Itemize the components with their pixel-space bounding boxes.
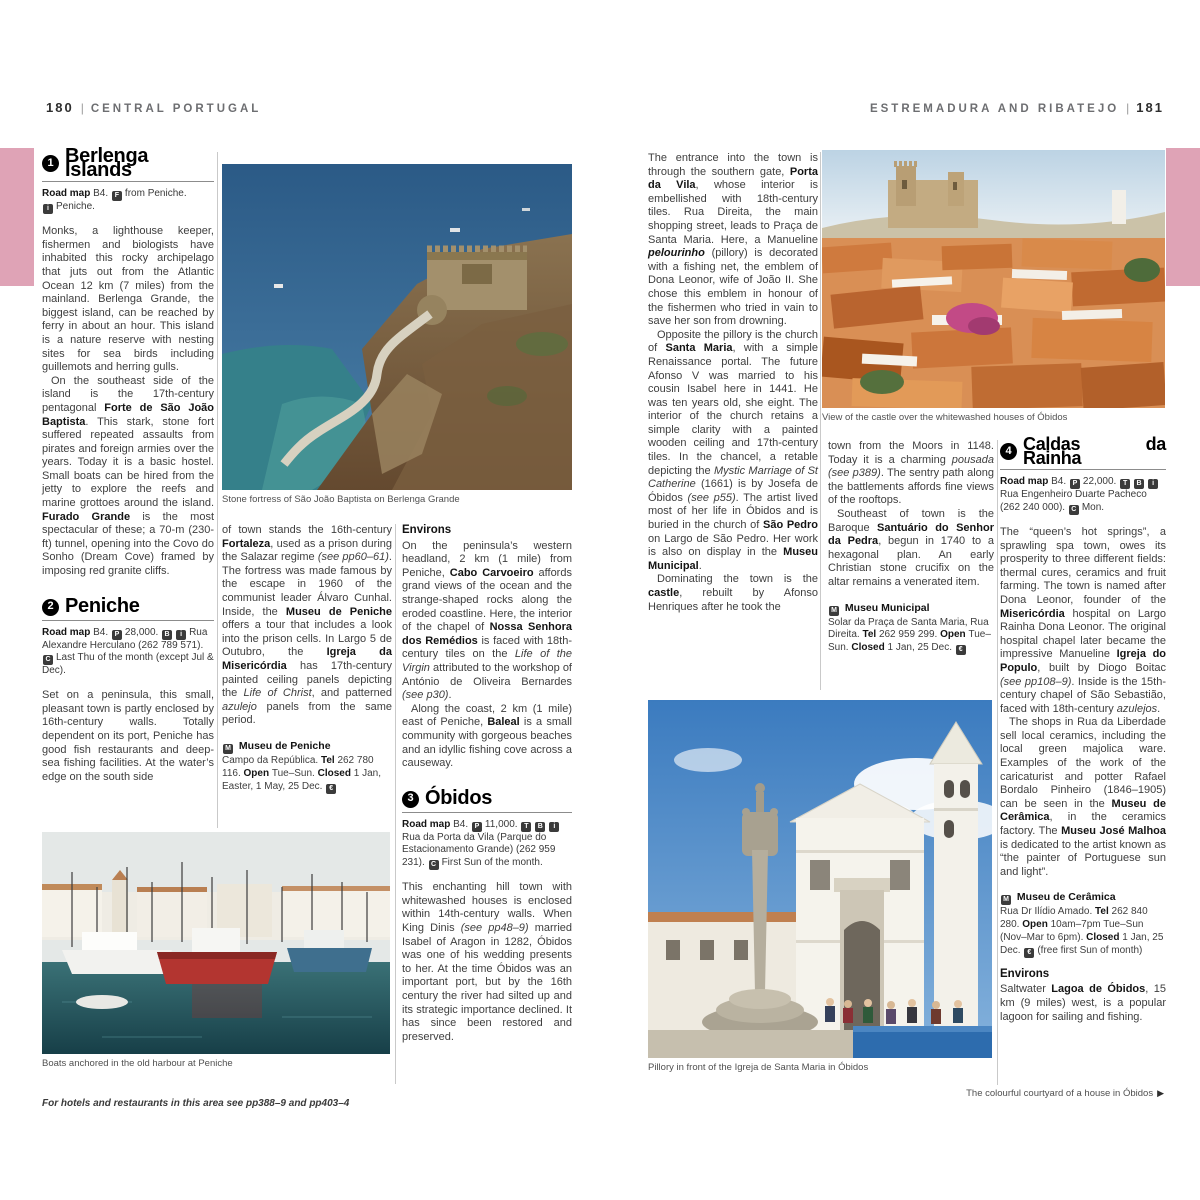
market-icon: C <box>429 860 439 870</box>
population-icon: P <box>472 822 482 832</box>
paragraph: Southeast of town is the Baroque Santuário do Senhor da Pedra, begun in 1740 to a hexagonal plan. An early Christian stone crucifix on the altar remains a venerated item. <box>828 507 995 588</box>
population-icon: P <box>1070 479 1080 489</box>
photo-caption: Pillory in front of the Igreja de Santa Maria in Óbidos <box>648 1062 869 1073</box>
bus-icon: B <box>535 822 545 832</box>
paragraph: of town stands the 16th-century Fortaleza, used as a prison during the Salazar regime (see pp60–61). The fortress was made famous by the escape in 1960 of the communist leader Álvaro Cunhal. Inside, the Museu de Peniche offers a tour that includes a look into the prison cells. In Largo 5 de Outubro, the Igreja da Misericórdia has 17th-century painted ceiling panels depicting the Life of Christ, and patterned azulejo panels from the same period. <box>222 524 392 727</box>
paragraph: Saltwater Lagoa de Óbidos, 15 km (9 miles) west, is a popular lagoon for sailing and fishing. <box>1000 983 1166 1023</box>
info-icon: i <box>1148 479 1158 489</box>
paragraph: The shops in Rua da Liberdade sell local ceramics, including the local green majolica ware. Examples of the work of the caricaturist and potter Rafael Bordalo Pinheiro (1846–1905) can be seen in the Museu de Cerâmica, in the ceramics factory. The Museu José Malhoa is dedicated to the artist known as “the painter of Portuguese sun and light”. <box>1000 716 1167 878</box>
heading-rule <box>42 181 214 182</box>
body-text <box>42 225 214 578</box>
body-text <box>648 152 818 614</box>
article-obidos <box>402 787 572 1045</box>
fortress-photo-art <box>222 164 572 490</box>
museum-name-line <box>1000 891 1166 905</box>
visitor-info: Road map B4. P 11,000. T B iRua da Porta da Vila (Parque do Estacionamento Grande) (262 959 231). C First Sun of the month. <box>402 819 572 871</box>
column-4 <box>648 152 818 614</box>
visitor-info: Road map B4. P 28,000. B i Rua Alexandre Herculano (262 789 571). C Last Thu of the month (except Jul & Dec). <box>42 626 214 677</box>
heading-rule <box>402 812 572 813</box>
body-text <box>1000 526 1166 879</box>
info-icon: i <box>549 822 559 832</box>
column-2 <box>222 524 392 794</box>
next-page-caption-text: The colourful courtyard of a house in Óbidos <box>966 1088 1154 1099</box>
column-5 <box>828 440 994 655</box>
visitor-info: Road map B4. P 22,000. T B iRua Engenheiro Duarte Pacheco (262 240 000). C Mon. <box>1000 476 1166 515</box>
paragraph: On the peninsula’s western headland, 2 km (1 mile) from Peniche, Cabo Carvoeiro affords grand views of the ocean and the strange-shaped rocks along the eroded coastline. Here, the interior of the chapel of Nossa Senhora dos Remédios is faced with 18th-century tiles on the Life of the Virgin attributed to the workshop of António de Oliveira Bernardes (see p30). <box>402 539 573 702</box>
train-icon: T <box>1120 479 1130 489</box>
visitor-info: Road map B4. F from Peniche. i Peniche. <box>42 188 187 213</box>
museum-name: Museu Municipal <box>844 601 930 614</box>
section-number-badge: 4 <box>1000 443 1017 460</box>
section-title: Peniche <box>65 595 140 618</box>
museum-name-line <box>222 740 392 754</box>
section-heading <box>402 787 572 810</box>
paragraph: Dominating the town is the castle, rebuilt by Afonso Henriques after he took the <box>648 573 818 613</box>
museum-icon: M <box>223 744 233 754</box>
article-caldas <box>1000 434 1167 1024</box>
column-1 <box>42 145 215 784</box>
info-icon: i <box>176 630 186 640</box>
paragraph: Along the coast, 2 km (1 mile) east of Peniche, Baleal is a small community with gorgeous beaches and an idyllic fishing cove across a causeway. <box>402 702 572 770</box>
body-text <box>402 540 572 771</box>
pillory-photo <box>648 700 992 1058</box>
fee-icon: € <box>1024 948 1034 958</box>
bus-icon: B <box>162 630 172 640</box>
museum-icon: M <box>1001 895 1011 905</box>
environs-heading: Environs <box>402 524 452 536</box>
train-icon: T <box>521 822 531 832</box>
page-number-right: 181 <box>1136 100 1164 115</box>
chapter-tab-left <box>0 148 34 286</box>
museum-name: Museu de Cerâmica <box>1016 891 1116 904</box>
harbour-photo <box>42 832 390 1054</box>
ferry-icon: F <box>112 191 122 201</box>
column-rule <box>997 440 998 1085</box>
body-text <box>42 689 214 784</box>
paragraph: Opposite the pillory is the church of Santa Maria, with a simple Renaissance portal. The future Afonso V was married to his cousin Isabel here in 1441. He was ten years old, she eight. The interior of the church retains a simple clarity with a painted wooden ceiling and 17th-century tiles. In the chancel, a retable depicting the Mystic Marriage of St Catherine (1661) is by Josefa de Óbidos (see p55). The artist lived most of her life in Óbidos and is buried in the church of São Pedro on Largo de São Pedro. Her work is also on display in the Museu Municipal. <box>648 328 819 572</box>
bus-icon: B <box>1134 479 1144 489</box>
section-title: Berlenga Islands <box>65 145 149 181</box>
chapter-tab-right <box>1166 148 1200 286</box>
body-text <box>402 881 572 1044</box>
running-header-right <box>870 100 1164 115</box>
museum-details: Rua Dr Ilídio Amado. Tel 262 840 280. Open 10am–7pm Tue–Sun (Nov–Mar to 6pm). Closed 1 Jan, 25 Dec. € (free first Sun of month) <box>1000 906 1164 956</box>
museum-listing-ceramica <box>1000 891 1166 957</box>
chapter-title: CENTRAL PORTUGAL <box>90 103 262 115</box>
region-title: ESTREMADURA AND RIBATEJO <box>869 103 1120 115</box>
museum-icon: M <box>829 606 839 616</box>
paragraph: Set on a peninsula, this small, pleasant town is partly enclosed by 16th-century walls. Totally dependent on its port, Peniche has good fish restaurants and deep-sea fishing facilities. At the water’s edge on the south side <box>42 689 214 783</box>
museum-details: Campo da República. Tel 262 780 116. Open Tue–Sun. Closed 1 Jan, Easter, 1 May, 25 Dec. € <box>222 754 381 792</box>
museum-name-line <box>828 602 994 616</box>
harbour-photo-art <box>42 832 390 1054</box>
running-header-left <box>46 100 261 115</box>
section-heading <box>1000 434 1166 468</box>
museum-listing-municipal <box>828 602 994 656</box>
paragraph: On the southeast side of the island is the 17th-century pentagonal Forte de São João Baptista. This stark, stone fort suffered repeated assaults from pirates and foreign armies over the years. Today it is a basic hostel. Small boats can be hired from the jetty to explore the reefs and marine grottoes around the island. Furado Grande is the most spectacular of these; a 70-m (230-ft) tunnel, opening into the Covo do Sonho (Dream Cove) framed by imposing red granite cliffs. <box>42 374 215 578</box>
paragraph: town from the Moors in 1148. Today it is a charming pousada (see p389). The sentry path along the battlements affords fine views of the rooftops. <box>828 440 994 507</box>
heading-rule <box>42 620 214 621</box>
info-icon: i <box>43 204 53 214</box>
body-text <box>1000 983 1166 1024</box>
environs-heading: Environs <box>1000 967 1050 980</box>
paragraph: Monks, a lighthouse keeper, fishermen and biologists have inhabited this rocky archipelago that juts out from the Atlantic Ocean 12 km (7 miles) from the mainland. Berlenga Grande, the biggest island, can be reached by ferry in about an hour. This island is a nature reserve with nesting sites for sea birds including guillemots and herring gulls. <box>42 225 214 374</box>
column-6 <box>1000 434 1167 1024</box>
body-text <box>828 440 994 590</box>
section-number-badge: 3 <box>402 791 419 808</box>
column-rule <box>820 152 821 690</box>
header-divider: | <box>80 101 84 115</box>
section-number-badge: 1 <box>42 155 59 172</box>
header-divider: | <box>1126 101 1130 115</box>
fee-icon: € <box>956 645 966 655</box>
museum-name: Museu de Peniche <box>238 739 331 752</box>
section-heading <box>42 595 214 618</box>
market-icon: C <box>1069 505 1079 515</box>
hotels-footnote: For hotels and restaurants in this area see pp388–9 and pp403–4 <box>42 1098 350 1109</box>
page-number-left: 180 <box>46 100 74 115</box>
pillory-photo-art <box>648 700 992 1058</box>
section-title: Óbidos <box>425 787 493 810</box>
rooftops-photo <box>822 150 1165 408</box>
column-rule <box>395 524 396 1084</box>
market-icon: C <box>43 655 53 665</box>
paragraph: The “queen’s hot springs”, a sprawling spa town, owes its prosperity to three different fields: thermal cures, ceramics and fruit farming. The town is named after Dona Leonor, founder of the Misericórdia hospital on Largo Rainha Dona Leonor. The original hospital chapel later became the impressive Manueline Igreja do Populo, built by Diogo Boitac (see pp108–9). Inside is the 15th-century chapel of São Sebastião, faced with 18th-century azulejos. <box>1000 525 1167 715</box>
article-peniche <box>42 595 214 785</box>
section-heading <box>42 145 214 181</box>
photo-caption: Boats anchored in the old harbour at Peniche <box>42 1058 233 1069</box>
next-page-caption <box>864 1088 1164 1099</box>
column-3 <box>402 524 572 1044</box>
article-berlenga <box>42 145 215 579</box>
section-number-badge: 2 <box>42 599 59 616</box>
photo-caption: View of the castle over the whitewashed houses of Óbidos <box>822 412 1068 423</box>
body-text <box>222 524 392 728</box>
population-icon: P <box>112 630 122 640</box>
column-rule <box>217 152 218 828</box>
photo-caption: Stone fortress of São João Baptista on Berlenga Grande <box>222 494 460 505</box>
next-page-arrow-icon: ▶ <box>1157 1088 1164 1098</box>
paragraph: This enchanting hill town with whitewashed houses is enclosed within 14th-century walls. When King Dinis (see pp48–9) married Isabel of Aragon in 1282, Óbidos was one of his wedding presents to her. At the time Óbidos was an important port, but by the 16th century the river had silted up and its strategic importance declined. It has since been restored and preserved. <box>402 881 572 1043</box>
heading-rule <box>1000 469 1166 470</box>
fee-icon: € <box>326 784 336 794</box>
paragraph: The entrance into the town is through the southern gate, Porta da Vila, whose interior is embellished with 18th-century tiles. Rua Direita, the main shopping street, leads to Praça de Santa Maria. Here, a Manueline pelourinho (pillory) is decorated with a fishing net, the emblem of Dona Leonor, wife of João II. She chose this emblem in honour of the fishermen who tried in vain to save her son from drowning. <box>648 152 818 328</box>
fortress-photo <box>222 164 572 490</box>
rooftops-photo-art <box>822 150 1165 408</box>
museum-listing-peniche <box>222 740 392 794</box>
museum-details: Solar da Praça de Santa Maria, Rua Direita. Tel 262 959 299. Open Tue–Sun. Closed 1 Jan, 25 Dec. € <box>828 616 991 654</box>
section-title: Caldas da Rainha <box>1023 434 1166 468</box>
